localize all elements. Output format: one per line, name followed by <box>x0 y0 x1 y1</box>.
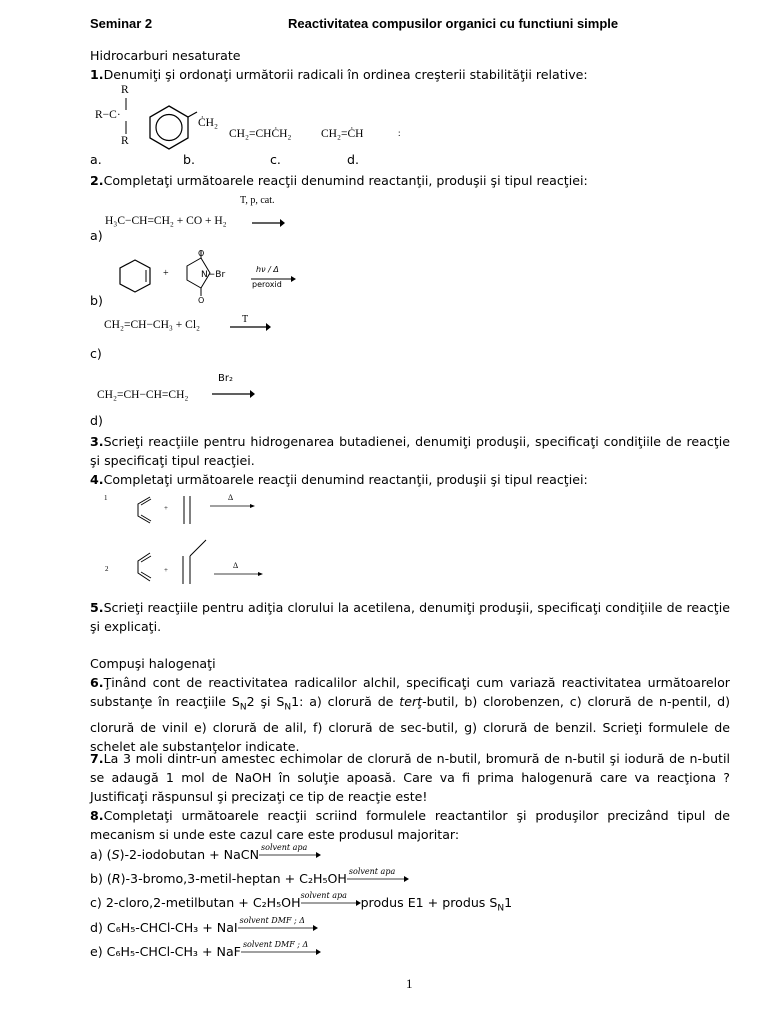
reaction-arrow <box>300 891 361 907</box>
condition-2b-top: hν / Δ <box>256 265 279 274</box>
diene-1-icon <box>130 494 160 526</box>
arrow-icon <box>241 948 321 956</box>
condition-4-2: Δ <box>233 561 239 570</box>
alkene-1-icon <box>180 496 194 526</box>
arrow-icon <box>238 924 318 932</box>
r8b-pre: b) ( <box>90 871 112 886</box>
label-d: d. <box>347 152 359 167</box>
q6-tert: terţ <box>399 694 423 709</box>
r8c-text: c) 2-cloro,2-metilbutan + C₂H₅OH <box>90 895 301 910</box>
reaction-8d <box>90 918 730 937</box>
header-title: Reactivitatea compusilor organici cu functiuni simple <box>288 16 619 31</box>
arrow-icon <box>347 875 409 883</box>
allyl-radical: CH₂=CHĊH₂ <box>229 128 292 140</box>
question-4 <box>90 470 730 489</box>
label-2c: c) <box>90 346 102 361</box>
arrow-condition: solvent apa <box>261 843 308 852</box>
question-7 <box>90 749 730 806</box>
arrow-condition: solvent DMF ; Δ <box>242 940 309 949</box>
question-text: Denumiţi şi ordonaţi următorii radicali în ordinea creşterii stabilităţii relative: <box>103 67 588 82</box>
question-number: 5. <box>90 600 104 615</box>
question-1 <box>90 65 730 84</box>
arrow-icon <box>301 899 361 907</box>
arrow-icon <box>230 322 272 332</box>
condition-4-1: Δ <box>228 493 234 502</box>
question-text: La 3 moli dintr-un amestec echimolar de clorură de n-butil, bromură de n-butil şi iodură de n-butil se adaugă 1 mol de NaOH în soluţie apoasă. Care va fi prima halogenură care va reacţiona ? Justificaţi răspunsul şi precizaţi ce tip de reacţie este! <box>90 751 730 804</box>
arrow-icon <box>252 218 284 228</box>
reaction-2d: CH₂=CH−CH=CH₂ <box>97 389 189 401</box>
plus-sign: + <box>164 566 168 574</box>
reaction-8c <box>90 893 730 919</box>
arrow-condition: solvent apa <box>348 867 396 876</box>
q6-text-4: -butil, b) clorobenzen, c) clorură de n-pentil, d) clorură de vinil e) clorură de alil, f) clorură de sec-butil, g) clorură de benzil. Scrieţi formulele de schelet ale substanţelor indicate. <box>90 694 730 754</box>
r-top: R <box>121 84 129 96</box>
trailing-colon: : <box>398 128 401 138</box>
question-number: 4. <box>90 472 104 487</box>
subscript: N <box>497 903 505 914</box>
condition-2d: Br₂ <box>218 373 233 384</box>
q6-text-2: 2 şi S <box>246 694 285 709</box>
q4-row-1-label: 1 <box>104 494 108 502</box>
reaction-8a <box>90 845 730 864</box>
label-a: a. <box>90 152 102 167</box>
reaction-arrow <box>347 867 409 883</box>
arrow-icon <box>212 389 256 399</box>
question-number: 8. <box>90 808 104 823</box>
question-5 <box>90 598 730 636</box>
question-3 <box>90 432 730 470</box>
q6-text-1: Ţinând cont de reactivitatea radicalilor alchil, specificaţi cum variază reactivitatea următoarelor substanţe în reacţiile S <box>90 675 730 709</box>
q4-row-2-label: 2 <box>105 565 109 573</box>
reaction-arrow <box>241 940 321 956</box>
svg-text:O: O <box>198 296 205 305</box>
question-number: 7. <box>90 751 104 766</box>
benzyl-ch2: ĊH₂ <box>198 117 218 129</box>
r8a-post: )-2-iodobutan + NaCN <box>119 847 260 862</box>
label-2d: d) <box>90 413 103 428</box>
question-2 <box>90 171 730 190</box>
r-left: R−C· <box>95 109 121 121</box>
r8c-tail: produs E1 + produs S <box>360 895 498 910</box>
r8e-text: e) C₆H₅-CHCl-CH₃ + NaF <box>90 944 241 959</box>
reaction-arrow <box>238 916 318 932</box>
label-c: c. <box>270 152 281 167</box>
tertiary-radical-bonds <box>120 96 132 136</box>
page-number: 1 <box>406 976 413 991</box>
section-title-halogenated: Compuşi halogenaţi <box>90 656 216 671</box>
nbs-n-br: N−Br <box>201 270 226 280</box>
question-text: Completaţi următoarele reacţii denumind reactanţii, produşii şi tipul reacţiei: <box>103 173 588 188</box>
label-2a: a) <box>90 228 103 243</box>
question-number: 3. <box>90 434 104 449</box>
arrow-condition: solvent DMF ; Δ <box>239 916 305 925</box>
reaction-2a: H₃C−CH=CH₂ + CO + H₂ <box>105 215 227 227</box>
q6-text-3: 1: a) clorură de <box>291 694 400 709</box>
alkene-2-icon <box>180 538 210 586</box>
question-text: Scrieţi reacţiile pentru hidrogenarea butadienei, denumiţi produşii, specificaţi condiţiile de reacţie şi specificaţi tipul reacţiei. <box>90 434 730 468</box>
question-text: Scrieţi reacţiile pentru adiţia clorului la acetilena, denumiţi produşii, specificaţi condiţiile de reacţie şi explicaţi. <box>90 600 730 634</box>
r-bottom: R <box>121 135 129 147</box>
arrow-condition: solvent apa <box>300 891 347 900</box>
vinyl-radical: CH₂=ĊH <box>321 128 364 140</box>
reaction-8b <box>90 869 730 888</box>
arrow-icon <box>214 571 264 577</box>
label-b: b. <box>183 152 195 167</box>
header-seminar: Seminar 2 <box>90 16 153 31</box>
label-2b: b) <box>90 293 103 308</box>
reaction-2c: CH₂=CH−CH₃ + Cl₂ <box>104 319 201 331</box>
cyclohexene-icon <box>117 258 153 294</box>
reaction-8e <box>90 942 730 961</box>
question-number: 1. <box>90 67 104 82</box>
diene-2-icon <box>130 550 160 584</box>
r8d-text: d) C₆H₅-CHCl-CH₃ + NaI <box>90 920 238 935</box>
benzene-ring-icon <box>145 103 195 151</box>
condition-2a: T, p, cat. <box>240 195 275 206</box>
r8c-tail-num: 1 <box>504 895 513 910</box>
condition-2b-bottom: peroxid <box>252 280 282 289</box>
plus-sign: + <box>164 504 168 512</box>
question-6 <box>90 673 730 756</box>
plus-sign: + <box>163 268 169 279</box>
question-8 <box>90 806 730 844</box>
svg-text:O: O <box>198 249 205 258</box>
stereo-label: R <box>111 871 121 886</box>
section-title-hydrocarbons: Hidrocarburi nesaturate <box>90 48 241 63</box>
reaction-arrow <box>259 843 321 859</box>
condition-2c: T <box>242 314 249 325</box>
question-number: 2. <box>90 173 104 188</box>
arrow-icon <box>259 851 321 859</box>
r8b-post: )-3-bromo,3-metil-heptan + C₂H₅OH <box>120 871 347 886</box>
stereo-label: S <box>111 847 120 862</box>
r8a-pre: a) ( <box>90 847 112 862</box>
question-number: 6. <box>90 675 104 690</box>
question-text: Completaţi următoarele reacţii scriind formulele reactantilor şi produşilor precizând tipul de mecanism si unde este cazul care este produsul majoritar: <box>90 808 730 842</box>
subscript: N <box>239 702 247 713</box>
question-text: Completaţi următoarele reacţii denumind reactanţii, produşii şi tipul reacţiei: <box>103 472 588 487</box>
arrow-icon <box>210 503 256 509</box>
subscript: N <box>284 702 292 713</box>
